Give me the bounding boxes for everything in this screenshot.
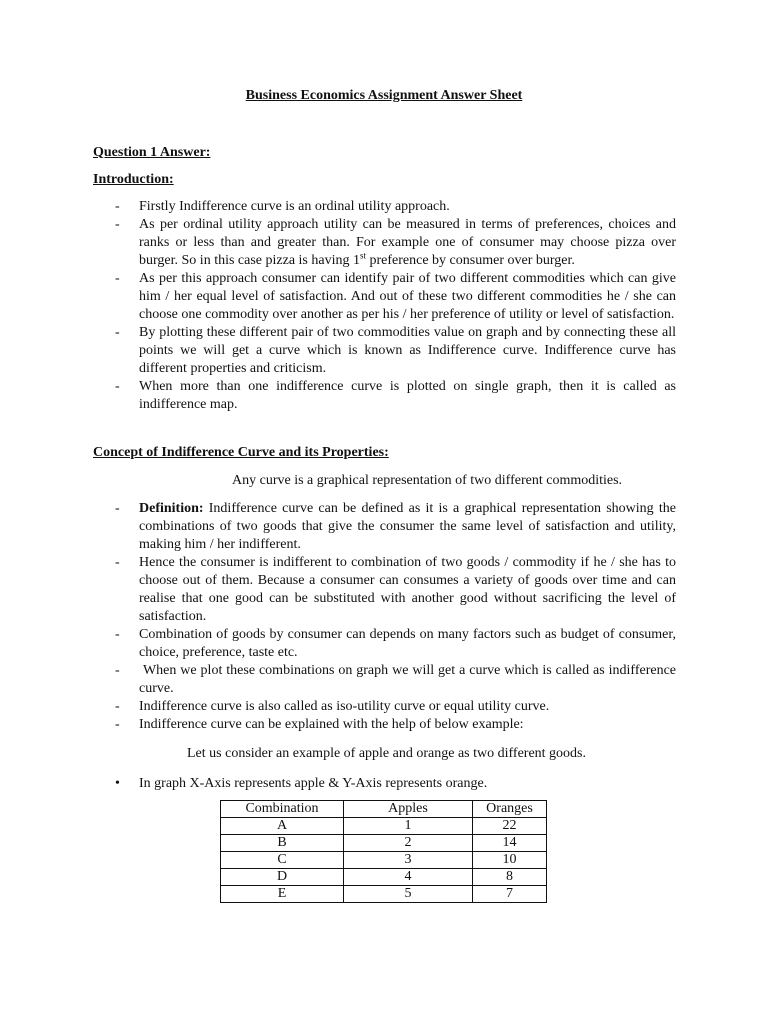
cell-apples: 2 [344, 835, 473, 852]
superscript: st [359, 250, 366, 261]
list-item-text: By plotting these different pair of two commodities value on graph and by connecting these all points we will get a curve which is known as Indifference curve. Indifference curve has different properties and criticism. [139, 325, 676, 376]
list-item-text-part: Indifference curve can be defined as it is a graphical representation showing the combinations of two goods that give the consumer the same level of satisfaction and utility, making him / her indifferent. [139, 501, 676, 552]
list-item-text [139, 500, 676, 554]
list-item [93, 662, 680, 698]
dash-marker: - [115, 627, 120, 642]
list-item [93, 324, 676, 378]
graph-bullet-text: In graph X-Axis represents apple & Y-Axis represents orange. [139, 776, 488, 791]
list-item-text: As per this approach consumer can identify pair of two different commodities which can give him / her equal level of satisfaction. And out of these two different commodities he / she can choose one commodity over another as per his / her preference of utility or level of satisfaction. [139, 271, 676, 322]
header-combination: Combination [221, 801, 344, 818]
concept-intro: Any curve is a graphical representation of two different commodities. [232, 473, 623, 488]
list-item [93, 554, 676, 626]
intro-list [93, 198, 676, 414]
dash-marker: - [115, 325, 120, 340]
cell-apples: 5 [344, 886, 473, 903]
cell-combination: D [221, 869, 344, 886]
dash-marker: - [115, 501, 120, 516]
list-item-text: Indifference curve can be explained with the help of below example: [139, 717, 524, 732]
list-item [93, 500, 676, 554]
cell-combination: A [221, 818, 344, 835]
question-heading: Question 1 Answer: [93, 145, 211, 160]
table-row [221, 869, 547, 886]
example-line: Let us consider an example of apple and orange as two different goods. [187, 746, 586, 761]
cell-apples: 3 [344, 852, 473, 869]
list-item-text: Hence the consumer is indifferent to combination of two goods / commodity if he / she has to choose out of them. Because a consumer can consumes a variety of goods over time and can realise that one good can be substituted with another good without sacrificing the level of satisfaction. [139, 555, 676, 624]
list-item [93, 716, 676, 734]
dash-marker: - [115, 717, 120, 732]
cell-oranges: 22 [473, 818, 547, 835]
concept-list [93, 500, 680, 734]
list-item [93, 198, 676, 216]
list-item-text: Firstly Indifference curve is an ordinal utility approach. [139, 199, 450, 214]
header-oranges: Oranges [473, 801, 547, 818]
list-item-text-part: As per ordinal utility approach utility can be measured in terms of preferences, choices and ranks or less than and greater than. For example one of consumer may choose pizza over burger. So in this case pizza is having 1 [139, 217, 676, 268]
cell-oranges: 8 [473, 869, 547, 886]
dash-marker: - [115, 271, 120, 286]
list-item [93, 626, 676, 662]
list-item [93, 270, 676, 324]
dash-marker: - [115, 555, 120, 570]
list-item [93, 216, 676, 270]
bullet-marker: • [115, 776, 120, 791]
cell-oranges: 10 [473, 852, 547, 869]
cell-apples: 1 [344, 818, 473, 835]
table-row [221, 852, 547, 869]
table-header-row [221, 801, 547, 818]
dash-marker: - [115, 663, 120, 678]
table-row [221, 886, 547, 903]
list-item-text: When more than one indifference curve is plotted on single graph, then it is called as indifference map. [139, 379, 676, 412]
dash-marker: - [115, 199, 120, 214]
list-item-text-part: preference by consumer over burger. [366, 253, 575, 268]
definition-label: Definition: [139, 501, 204, 516]
combination-table [220, 800, 547, 903]
list-item-text: When we plot these combinations on graph we will get a curve which is called as indifference curve. [139, 663, 680, 696]
concept-heading: Concept of Indifference Curve and its Properties: [93, 445, 389, 460]
table-row [221, 818, 547, 835]
intro-heading: Introduction: [93, 172, 174, 187]
header-apples: Apples [344, 801, 473, 818]
list-item-text [139, 216, 676, 270]
dash-marker: - [115, 699, 120, 714]
cell-combination: B [221, 835, 344, 852]
cell-combination: C [221, 852, 344, 869]
list-item-text: Combination of goods by consumer can depends on many factors such as budget of consumer, choice, preference, taste etc. [139, 627, 676, 660]
list-item [93, 378, 676, 414]
table-row [221, 835, 547, 852]
dash-marker: - [115, 379, 120, 394]
cell-oranges: 7 [473, 886, 547, 903]
dash-marker: - [115, 217, 120, 232]
list-item [93, 698, 676, 716]
document-title: Business Economics Assignment Answer Sheet [245, 88, 523, 103]
cell-oranges: 14 [473, 835, 547, 852]
list-item-text: Indifference curve is also called as iso-utility curve or equal utility curve. [139, 699, 550, 714]
cell-combination: E [221, 886, 344, 903]
cell-apples: 4 [344, 869, 473, 886]
